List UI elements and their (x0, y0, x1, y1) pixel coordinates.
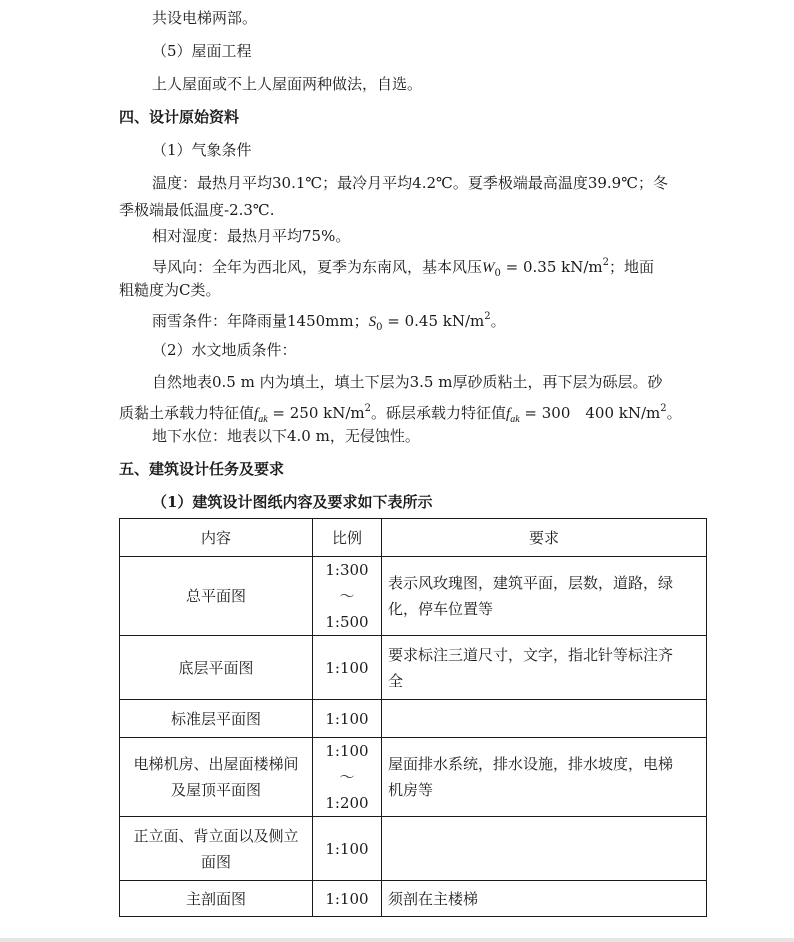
wind-text-end: ；地面 (609, 258, 655, 276)
table-row (120, 636, 707, 700)
wind-superscript: 2 (602, 257, 610, 268)
paragraph-roughness: 粗糙度为C类。 (119, 281, 221, 299)
scale-line-1: 1:300～ (325, 561, 369, 605)
paragraph-roof-options: 上人屋面或不上人屋面两种做法，自选。 (152, 75, 423, 93)
drawing-requirements-table (119, 518, 707, 917)
paragraph-humidity: 相对湿度：最热月平均75%。 (152, 227, 351, 245)
cell-scale: 1:100 (313, 881, 382, 917)
paragraph-temperature-2: 季极端最低温度-2.3℃. (119, 201, 275, 219)
paragraph-soil-1: 自然地表0.5 m 内为填土，填土下层为3.5 m厚砂质粘土，再下层为砾层。砂 (152, 373, 663, 391)
soil-text-end: 。 (666, 404, 682, 422)
table-row (120, 817, 707, 881)
cell-scale (313, 557, 382, 636)
heading-weather: （1）气象条件 (152, 141, 252, 159)
req-line-2: 全 (388, 671, 404, 690)
paragraph-groundwater: 地下水位：地表以下4.0 m，无侵蚀性。 (152, 427, 420, 445)
header-scale: 比例 (313, 519, 382, 557)
gravel-text: 。砾层承载力特征值 (371, 404, 507, 422)
cell-requirements: 须剖在主楼梯 (382, 881, 707, 917)
rain-text: 雨雪条件：年降雨量1450mm； (152, 312, 369, 330)
cell-scale (313, 738, 382, 817)
rain-text-end: 。 (490, 312, 506, 330)
fak-value-2: = 300 400 kN/m (519, 404, 661, 422)
wind-text: 导风向：全年为西北风，夏季为东南风，基本风压 (152, 258, 483, 276)
cell-content: 总平面图 (120, 557, 313, 636)
section-heading-4: 四、设计原始资料 (119, 108, 240, 126)
cell-requirements (382, 817, 707, 881)
req-line-1: 表示风玫瑰图，建筑平面，层数，道路，绿 (388, 574, 674, 592)
header-requirements: 要求 (382, 519, 707, 557)
cell-scale: 1:100 (313, 817, 382, 881)
paragraph-wind (152, 253, 654, 284)
cell-requirements (382, 738, 707, 817)
cell-content: 主剖面图 (120, 881, 313, 917)
req-line-1: 屋面排水系统，排水设施，排水坡度，电梯 (388, 755, 674, 773)
cell-content: 底层平面图 (120, 636, 313, 700)
fak-symbol-2: f (506, 406, 511, 422)
paragraph-precipitation (152, 307, 506, 338)
scale-line-2: 1:200 (325, 794, 369, 812)
content-line-2: 及屋顶平面图 (170, 781, 261, 799)
page-bottom-edge (0, 938, 794, 942)
table-row (120, 557, 707, 636)
fak-superscript-2: 2 (660, 403, 667, 414)
wind-symbol: W (482, 260, 495, 276)
table-row (120, 700, 707, 738)
soil-text: 质黏土承载力特征值 (119, 404, 255, 422)
paragraph-temperature-1: 温度：最热月平均30.1℃；最冷月平均4.2℃。夏季极端最高温度39.9℃；冬 (152, 174, 668, 192)
fak-value: = 250 kN/m (267, 404, 365, 422)
section-heading-5: 五、建筑设计任务及要求 (119, 460, 285, 478)
req-line-1: 要求标注三道尺寸，文字，指北针等标注齐 (388, 645, 674, 664)
snow-symbol: S (368, 314, 377, 330)
cell-content (120, 817, 313, 881)
scale-line-2: 1:500 (325, 613, 369, 631)
cell-requirements (382, 700, 707, 738)
header-content: 内容 (120, 519, 313, 557)
paragraph-elevators: 共设电梯两部。 (152, 9, 258, 27)
cell-scale: 1:100 (313, 636, 382, 700)
snow-value: = 0.45 kN/m (382, 312, 485, 330)
snow-subscript: 0 (376, 322, 383, 333)
fak-subscript: ak (258, 414, 268, 425)
scale-line-1: 1:100～ (325, 742, 369, 786)
fak-subscript-2: ak (510, 414, 520, 425)
wind-value: = 0.35 kN/m (500, 258, 603, 276)
wind-subscript: 0 (494, 268, 501, 279)
table-header-row (120, 519, 707, 557)
cell-content: 标准层平面图 (120, 700, 313, 738)
content-line-2: 面图 (200, 852, 231, 871)
snow-superscript: 2 (484, 311, 491, 322)
content-line-1: 正立面、背立面以及侧立 (133, 826, 299, 845)
cell-scale: 1:100 (313, 700, 382, 738)
cell-content (120, 738, 313, 817)
fak-symbol: f (254, 406, 259, 422)
req-line-2: 机房等 (388, 781, 434, 799)
table-caption: （1）建筑设计图纸内容及要求如下表所示 (152, 493, 433, 511)
content-line-1: 电梯机房、出屋面楼梯间 (133, 755, 299, 773)
cell-requirements (382, 557, 707, 636)
cell-requirements (382, 636, 707, 700)
table-row (120, 881, 707, 917)
heading-hydrogeology: （2）水文地质条件： (152, 341, 297, 359)
table-row (120, 738, 707, 817)
req-line-2: 化，停车位置等 (388, 600, 494, 618)
heading-roof-works: （5）屋面工程 (152, 42, 252, 60)
fak-superscript: 2 (364, 403, 372, 414)
